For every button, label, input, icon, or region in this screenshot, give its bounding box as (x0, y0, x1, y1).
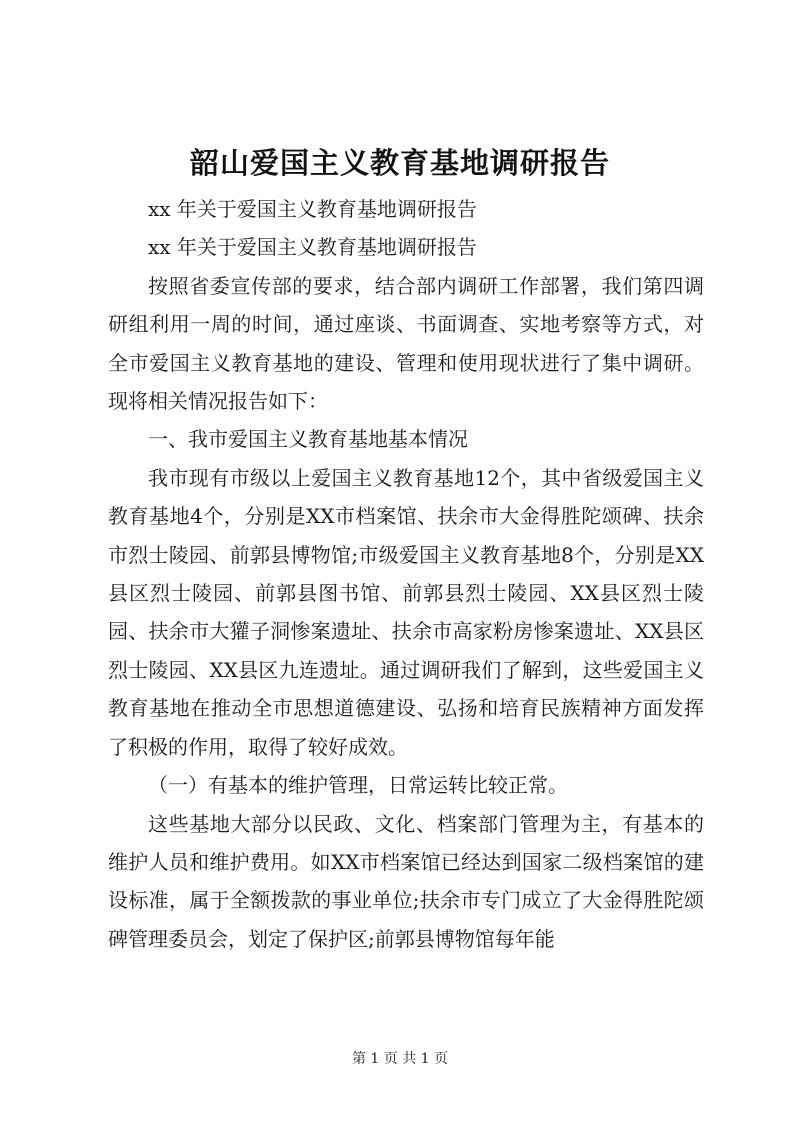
paragraph-overview: 我市现有市级以上爱国主义教育基地12个，其中省级爱国主义教育基地4个，分别是XX市档案馆、扶余市大金得胜陀颂碑、扶余市烈士陵园、前郭县博物馆;市级爱国主义教育基地8个，分别是XX县区烈士陵园、前郭县图书馆、前郭县烈士陵园、XX县区烈士陵园、扶余市大獾子洞惨案遗址、扶余市高家粉房惨案遗址、XX县区烈士陵园、XX县区九连遗址。通过调研我们了解到，这些爱国主义教育基地在推动全市思想道德建设、弘扬和培育民族精神方面发挥了积极的作用，取得了较好成效。 (108, 465, 704, 759)
paragraph-intro: 按照省委宣传部的要求，结合部内调研工作部署，我们第四调研组利用一周的时间，通过座谈、书面调查、实地考察等方式，对全市爱国主义教育基地的建设、管理和使用现状进行了集中调研。现将相关情况报告如下： (108, 273, 704, 414)
section-heading-1: 一、我市爱国主义教育基地基本情况 (148, 427, 468, 452)
document-title: 韶山爱国主义教育基地调研报告 (189, 146, 610, 180)
page-number-footer: 第 1 页 共 1 页 (351, 1051, 449, 1067)
paragraph-management: 这些基地大部分以民政、文化、档案部门管理为主，有基本的维护人员和维护费用。如XX市档案馆已经达到国家二级档案馆的建设标准，属于全额拨款的事业单位;扶余市专门成立了大金得胜陀颂碑管理委员会，划定了保护区;前郭县博物馆每年能 (108, 811, 704, 951)
paragraph-subtitle-1: xx 年关于爱国主义教育基地调研报告 (148, 197, 477, 221)
subsection-heading-1: （一）有基本的维护管理，日常运转比较正常。 (148, 773, 568, 798)
document-body (108, 190, 704, 958)
paragraph-subtitle-2: xx 年关于爱国主义教育基地调研报告 (148, 235, 477, 260)
